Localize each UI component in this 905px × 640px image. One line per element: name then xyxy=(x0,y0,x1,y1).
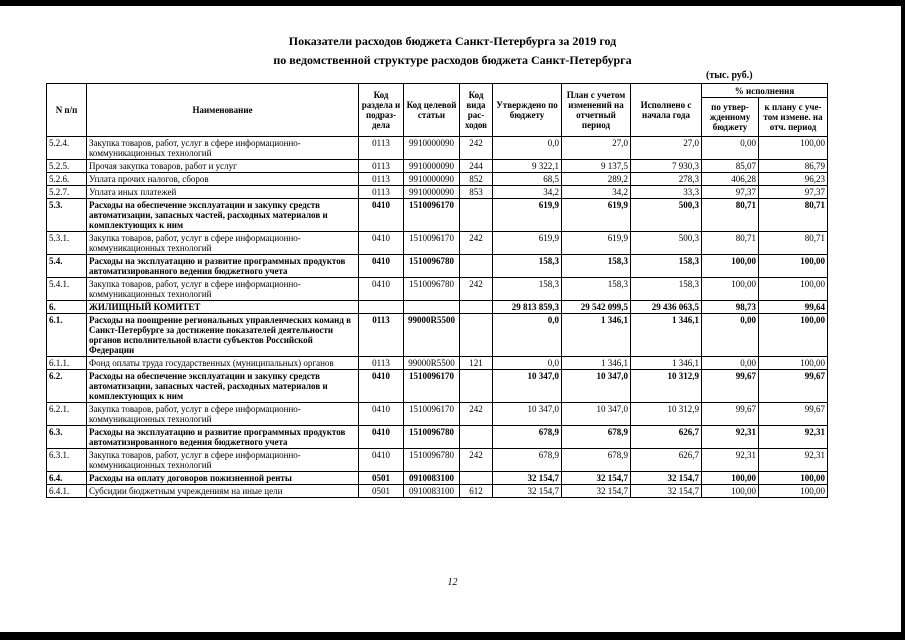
cell-exptype: 242 xyxy=(460,137,493,160)
header-executed: Исполнено с начала года xyxy=(631,84,702,137)
cell-num: 5.4.1. xyxy=(47,278,87,301)
cell-exptype xyxy=(460,472,493,485)
cell-num: 6.4.1. xyxy=(47,485,87,498)
cell-num: 5.2.5. xyxy=(47,160,87,173)
cell-exptype xyxy=(460,314,493,357)
cell-exptype: 853 xyxy=(460,186,493,199)
cell-plan: 32 154,7 xyxy=(562,472,631,485)
cell-plan: 619,9 xyxy=(562,232,631,255)
budget-table xyxy=(46,83,828,498)
cell-executed: 32 154,7 xyxy=(631,485,702,498)
cell-target: 0910083100 xyxy=(404,472,460,485)
cell-pct-plan: 100,00 xyxy=(759,357,828,370)
cell-section: 0410 xyxy=(359,403,404,426)
cell-approved: 29 813 859,3 xyxy=(493,301,562,314)
cell-approved: 158,3 xyxy=(493,255,562,278)
cell-section: 0410 xyxy=(359,370,404,403)
cell-pct-plan: 92,31 xyxy=(759,426,828,449)
cell-num: 6.4. xyxy=(47,472,87,485)
cell-num: 6.1.1. xyxy=(47,357,87,370)
cell-plan: 1 346,1 xyxy=(562,314,631,357)
cell-target: 0910083100 xyxy=(404,485,460,498)
table-row xyxy=(47,173,828,186)
cell-plan: 27,0 xyxy=(562,137,631,160)
cell-num: 5.4. xyxy=(47,255,87,278)
cell-pct-approved: 99,67 xyxy=(702,403,759,426)
cell-plan: 9 137,5 xyxy=(562,160,631,173)
page-number: 12 xyxy=(447,577,458,588)
table-body xyxy=(47,137,828,498)
cell-section: 0113 xyxy=(359,160,404,173)
cell-pct-plan: 100,00 xyxy=(759,137,828,160)
cell-name: Уплата прочих налогов, сборов xyxy=(87,173,359,186)
cell-target: 1510096780 xyxy=(404,278,460,301)
cell-approved: 32 154,7 xyxy=(493,485,562,498)
cell-name: Расходы на обеспечение эксплуатации и закупку средств автоматизации, запасных частей, расходных материалов и комплектующих к ним xyxy=(87,199,359,232)
header-section: Код раздела и подраз-дела xyxy=(359,84,404,137)
cell-target: 1510096170 xyxy=(404,232,460,255)
cell-target xyxy=(404,301,460,314)
cell-name: Закупка товаров, работ, услуг в сфере информационно-коммуникационных технологий xyxy=(87,137,359,160)
table-row xyxy=(47,278,828,301)
table-row xyxy=(47,426,828,449)
cell-name: ЖИЛИЩНЫЙ КОМИТЕТ xyxy=(87,301,359,314)
cell-exptype: 244 xyxy=(460,160,493,173)
cell-plan: 1 346,1 xyxy=(562,357,631,370)
cell-pct-approved: 100,00 xyxy=(702,472,759,485)
cell-executed: 27,0 xyxy=(631,137,702,160)
cell-section: 0410 xyxy=(359,278,404,301)
cell-executed: 626,7 xyxy=(631,449,702,472)
cell-name: Фонд оплаты труда государственных (муниципальных) органов xyxy=(87,357,359,370)
cell-section: 0410 xyxy=(359,199,404,232)
cell-approved: 0,0 xyxy=(493,314,562,357)
cell-pct-approved: 85,07 xyxy=(702,160,759,173)
cell-name: Закупка товаров, работ, услуг в сфере информационно-коммуникационных технологий xyxy=(87,278,359,301)
cell-pct-plan: 97,37 xyxy=(759,186,828,199)
cell-section: 0113 xyxy=(359,173,404,186)
cell-num: 6. xyxy=(47,301,87,314)
cell-executed: 626,7 xyxy=(631,426,702,449)
cell-pct-approved: 80,71 xyxy=(702,199,759,232)
cell-section xyxy=(359,301,404,314)
cell-section: 0113 xyxy=(359,186,404,199)
cell-plan: 32 154,7 xyxy=(562,485,631,498)
table-row xyxy=(47,403,828,426)
cell-pct-approved: 100,00 xyxy=(702,255,759,278)
table-row xyxy=(47,314,828,357)
cell-plan: 678,9 xyxy=(562,449,631,472)
cell-approved: 619,9 xyxy=(493,232,562,255)
cell-num: 6.3.1. xyxy=(47,449,87,472)
cell-num: 5.2.6. xyxy=(47,173,87,186)
cell-pct-plan: 99,67 xyxy=(759,403,828,426)
cell-exptype xyxy=(460,370,493,403)
table-row xyxy=(47,472,828,485)
cell-executed: 500,3 xyxy=(631,232,702,255)
header-num: N п/п xyxy=(47,84,87,137)
cell-approved: 68,5 xyxy=(493,173,562,186)
cell-executed: 1 346,1 xyxy=(631,357,702,370)
cell-plan: 34,2 xyxy=(562,186,631,199)
cell-plan: 158,3 xyxy=(562,255,631,278)
header-name: Наименование xyxy=(87,84,359,137)
cell-section: 0501 xyxy=(359,485,404,498)
cell-plan: 158,3 xyxy=(562,278,631,301)
cell-exptype: 121 xyxy=(460,357,493,370)
cell-name: Прочая закупка товаров, работ и услуг xyxy=(87,160,359,173)
cell-approved: 10 347,0 xyxy=(493,370,562,403)
cell-plan: 678,9 xyxy=(562,426,631,449)
table-row xyxy=(47,186,828,199)
cell-target: 1510096170 xyxy=(404,199,460,232)
header-plan: План с учетом изменений на отчетный период xyxy=(562,84,631,137)
cell-pct-approved: 97,37 xyxy=(702,186,759,199)
cell-approved: 34,2 xyxy=(493,186,562,199)
cell-plan: 289,2 xyxy=(562,173,631,186)
cell-name: Уплата иных платежей xyxy=(87,186,359,199)
cell-name: Субсидии бюджетным учреждениям на иные цели xyxy=(87,485,359,498)
cell-approved: 678,9 xyxy=(493,449,562,472)
cell-pct-approved: 406,28 xyxy=(702,173,759,186)
cell-section: 0410 xyxy=(359,255,404,278)
cell-num: 6.3. xyxy=(47,426,87,449)
cell-pct-plan: 80,71 xyxy=(759,199,828,232)
header-target: Код целевой статьи xyxy=(404,84,460,137)
cell-name: Закупка товаров, работ, услуг в сфере информационно-коммуникационных технологий xyxy=(87,232,359,255)
cell-pct-approved: 100,00 xyxy=(702,278,759,301)
cell-target: 1510096780 xyxy=(404,255,460,278)
cell-target: 99000R5500 xyxy=(404,357,460,370)
cell-pct-approved: 0,00 xyxy=(702,137,759,160)
cell-plan: 10 347,0 xyxy=(562,370,631,403)
cell-name: Расходы на эксплуатацию и развитие программных продуктов автоматизированного ведения бюджетного учета xyxy=(87,255,359,278)
cell-target: 1510096780 xyxy=(404,426,460,449)
cell-pct-plan: 100,00 xyxy=(759,485,828,498)
header-approved: Утверждено по бюджету xyxy=(493,84,562,137)
cell-pct-plan: 99,67 xyxy=(759,370,828,403)
cell-section: 0113 xyxy=(359,357,404,370)
cell-section: 0410 xyxy=(359,449,404,472)
cell-num: 5.3.1. xyxy=(47,232,87,255)
cell-pct-plan: 92,31 xyxy=(759,449,828,472)
cell-executed: 1 346,1 xyxy=(631,314,702,357)
cell-exptype xyxy=(460,301,493,314)
cell-pct-approved: 80,71 xyxy=(702,232,759,255)
table-row xyxy=(47,485,828,498)
header-pct-group: % исполнения xyxy=(702,84,828,98)
cell-target: 99000R5500 xyxy=(404,314,460,357)
cell-num: 5.3. xyxy=(47,199,87,232)
cell-pct-approved: 92,31 xyxy=(702,449,759,472)
cell-exptype: 612 xyxy=(460,485,493,498)
document-title: Показатели расходов бюджета Санкт-Петербурга за 2019 год xyxy=(288,34,617,48)
cell-pct-plan: 100,00 xyxy=(759,278,828,301)
cell-section: 0113 xyxy=(359,314,404,357)
cell-approved: 0,0 xyxy=(493,357,562,370)
cell-executed: 32 154,7 xyxy=(631,472,702,485)
cell-exptype: 242 xyxy=(460,278,493,301)
cell-plan: 29 542 099,5 xyxy=(562,301,631,314)
units-label: (тыс. руб.) xyxy=(706,70,753,81)
cell-num: 5.2.7. xyxy=(47,186,87,199)
cell-exptype xyxy=(460,199,493,232)
cell-num: 5.2.4. xyxy=(47,137,87,160)
cell-pct-plan: 80,71 xyxy=(759,232,828,255)
cell-target: 9910000090 xyxy=(404,160,460,173)
cell-exptype xyxy=(460,255,493,278)
cell-plan: 10 347,0 xyxy=(562,403,631,426)
cell-pct-approved: 100,00 xyxy=(702,485,759,498)
cell-name: Расходы на оплату договоров пожизненной ренты xyxy=(87,472,359,485)
cell-target: 1510096170 xyxy=(404,370,460,403)
cell-name: Расходы на обеспечение эксплуатации и закупку средств автоматизации, запасных частей, расходных материалов и комплектующих к ним xyxy=(87,370,359,403)
cell-pct-approved: 0,00 xyxy=(702,314,759,357)
cell-executed: 33,3 xyxy=(631,186,702,199)
table-row xyxy=(47,137,828,160)
header-pct-approved: по утвер-жденному бюджету xyxy=(702,98,759,137)
table-row xyxy=(47,370,828,403)
cell-pct-plan: 100,00 xyxy=(759,472,828,485)
cell-name: Расходы на эксплуатацию и развитие программных продуктов автоматизированного ведения бюджетного учета xyxy=(87,426,359,449)
cell-exptype: 242 xyxy=(460,232,493,255)
cell-num: 6.2. xyxy=(47,370,87,403)
cell-target: 1510096780 xyxy=(404,449,460,472)
table-row xyxy=(47,160,828,173)
cell-executed: 10 312,9 xyxy=(631,403,702,426)
cell-name: Закупка товаров, работ, услуг в сфере информационно-коммуникационных технологий xyxy=(87,403,359,426)
cell-section: 0410 xyxy=(359,232,404,255)
cell-approved: 158,3 xyxy=(493,278,562,301)
cell-pct-plan: 86,79 xyxy=(759,160,828,173)
cell-target: 9910000090 xyxy=(404,186,460,199)
cell-exptype: 242 xyxy=(460,403,493,426)
document-subtitle: по ведомственной структуре расходов бюджета Санкт-Петербурга xyxy=(273,53,632,67)
cell-num: 6.1. xyxy=(47,314,87,357)
cell-plan: 619,9 xyxy=(562,199,631,232)
cell-executed: 158,3 xyxy=(631,278,702,301)
cell-num: 6.2.1. xyxy=(47,403,87,426)
header-exptype: Код вида рас-ходов xyxy=(460,84,493,137)
cell-name: Закупка товаров, работ, услуг в сфере информационно-коммуникационных технологий xyxy=(87,449,359,472)
cell-pct-approved: 98,73 xyxy=(702,301,759,314)
cell-executed: 500,3 xyxy=(631,199,702,232)
cell-approved: 10 347,0 xyxy=(493,403,562,426)
cell-target: 9910000090 xyxy=(404,137,460,160)
header-pct-plan: к плану с уче-том измене. на отч. период xyxy=(759,98,828,137)
cell-executed: 158,3 xyxy=(631,255,702,278)
table-row xyxy=(47,449,828,472)
table-row xyxy=(47,199,828,232)
cell-approved: 0,0 xyxy=(493,137,562,160)
cell-approved: 678,9 xyxy=(493,426,562,449)
cell-exptype: 242 xyxy=(460,449,493,472)
cell-pct-approved: 92,31 xyxy=(702,426,759,449)
cell-target: 1510096170 xyxy=(404,403,460,426)
cell-exptype: 852 xyxy=(460,173,493,186)
cell-pct-plan: 96,23 xyxy=(759,173,828,186)
cell-section: 0113 xyxy=(359,137,404,160)
cell-pct-plan: 100,00 xyxy=(759,255,828,278)
cell-pct-approved: 0,00 xyxy=(702,357,759,370)
cell-section: 0501 xyxy=(359,472,404,485)
cell-pct-plan: 100,00 xyxy=(759,314,828,357)
table-row xyxy=(47,301,828,314)
cell-target: 9910000090 xyxy=(404,173,460,186)
table-row xyxy=(47,255,828,278)
cell-name: Расходы на поощрение региональных управленческих команд в Санкт-Петербурге за достижение показателей деятельности органов исполнительной власти субъектов Российской Федерации xyxy=(87,314,359,357)
cell-approved: 619,9 xyxy=(493,199,562,232)
cell-pct-plan: 99,64 xyxy=(759,301,828,314)
cell-pct-approved: 99,67 xyxy=(702,370,759,403)
cell-approved: 32 154,7 xyxy=(493,472,562,485)
cell-executed: 10 312,9 xyxy=(631,370,702,403)
cell-approved: 9 322,1 xyxy=(493,160,562,173)
cell-executed: 7 930,3 xyxy=(631,160,702,173)
cell-section: 0410 xyxy=(359,426,404,449)
cell-exptype xyxy=(460,426,493,449)
cell-executed: 278,3 xyxy=(631,173,702,186)
table-row xyxy=(47,357,828,370)
cell-executed: 29 436 063,5 xyxy=(631,301,702,314)
table-row xyxy=(47,232,828,255)
